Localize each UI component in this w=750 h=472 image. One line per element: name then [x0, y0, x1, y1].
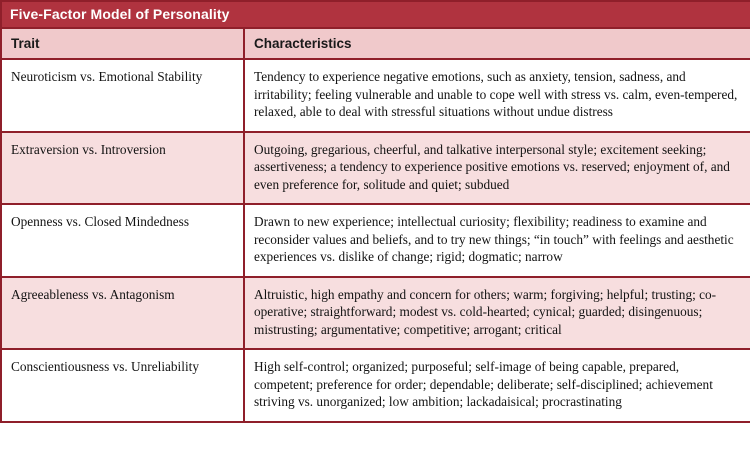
trait-characteristics: Tendency to experience negative emotions, such as anxiety, tension, sadness, and irritability; feeling vulnerable and unable to cope well with stress vs. calm, even-tempered, relaxed, able to deal with stressful situations without undue distress	[244, 59, 750, 132]
table-row	[1, 349, 750, 422]
page-title: Five-Factor Model of Personality	[1, 1, 750, 28]
column-header-trait: Trait	[1, 28, 244, 59]
trait-characteristics: Outgoing, gregarious, cheerful, and talkative interpersonal style; excitement seeking; assertiveness; a tendency to experience positive emotions vs. reserved; enjoyment of, and even preference for, solitude and quiet; subdued	[244, 132, 750, 205]
trait-characteristics: High self-control; organized; purposeful; self-image of being capable, prepared, competent; preference for order; dependable; deliberate; self-disciplined; achievement striving vs. unorganized; low ambition; lackadaisical; procrastinating	[244, 349, 750, 422]
table-row	[1, 59, 750, 132]
trait-name: Extraversion vs. Introversion	[1, 132, 244, 205]
trait-name: Openness vs. Closed Mindedness	[1, 204, 244, 277]
trait-name: Agreeableness vs. Antagonism	[1, 277, 244, 350]
trait-name: Neuroticism vs. Emotional Stability	[1, 59, 244, 132]
table-row	[1, 132, 750, 205]
trait-characteristics: Altruistic, high empathy and concern for others; warm; forgiving; helpful; trusting; co-operative; straightforward; modest vs. cold-hearted; cynical; guarded; disingenuous; mistrusting; argumentative; competitive; arrogant; critical	[244, 277, 750, 350]
table-header-row	[1, 28, 750, 59]
table-title-row	[1, 1, 750, 28]
trait-characteristics: Drawn to new experience; intellectual curiosity; flexibility; readiness to examine and reconsider values and beliefs, and to try new things; “in touch” with feelings and aesthetic experiences vs. dislike of change; rigid; dogmatic; narrow	[244, 204, 750, 277]
table-row	[1, 277, 750, 350]
table-row	[1, 204, 750, 277]
trait-name: Conscientiousness vs. Unreliability	[1, 349, 244, 422]
column-header-characteristics: Characteristics	[244, 28, 750, 59]
